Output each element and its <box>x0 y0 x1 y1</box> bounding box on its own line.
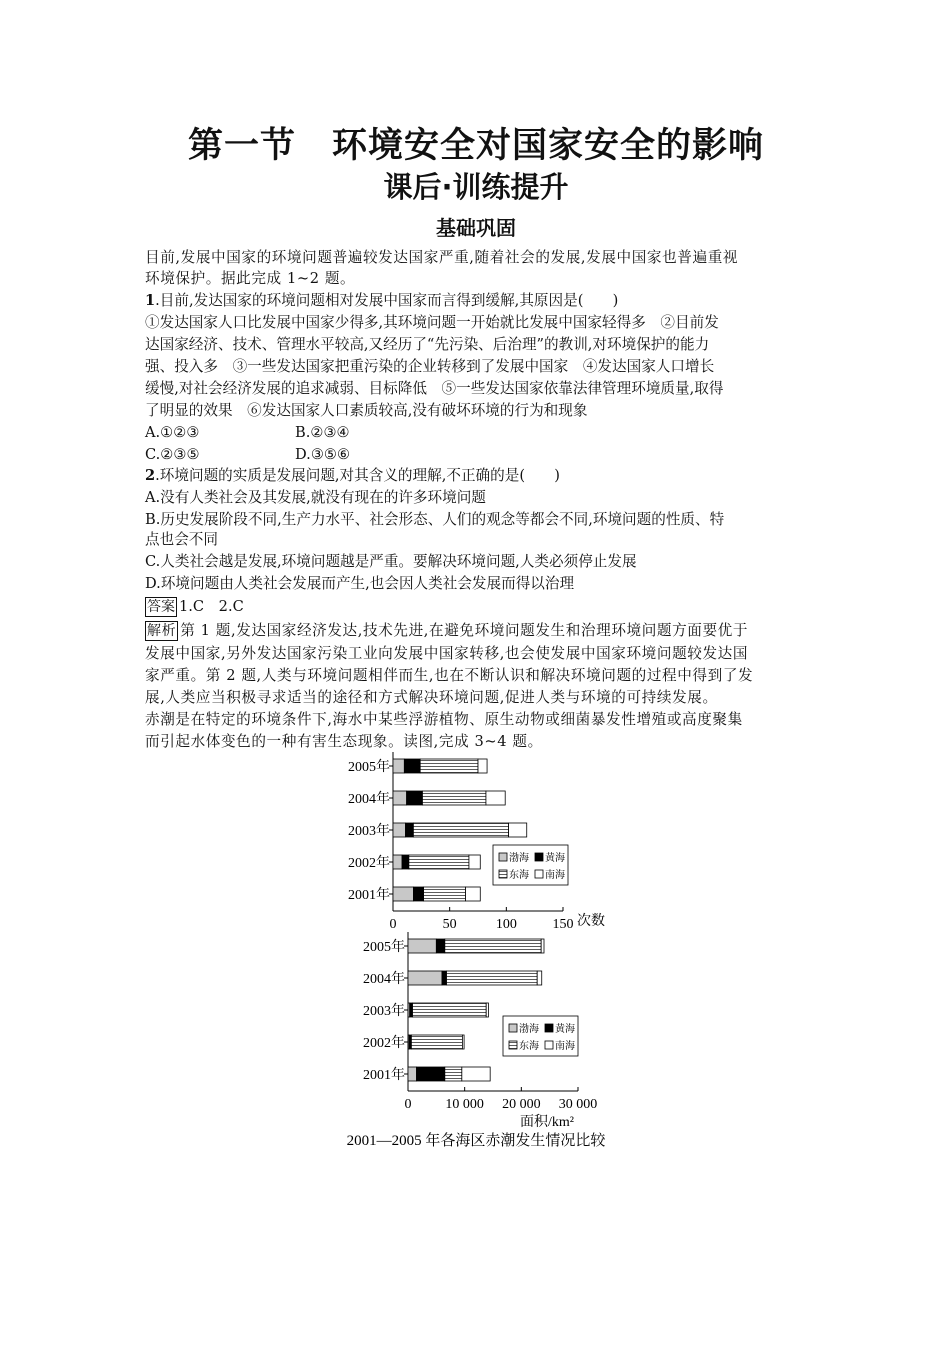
legend-label: 东海 <box>519 1041 539 1052</box>
question-text-line: 缓慢,对社会经济发展的追求减弱、目标降低 ⑤一些发达国家依靠法律管理环境质量,取得 <box>145 380 724 397</box>
page-subtitle: 课后·训练提升 <box>383 170 569 204</box>
x-tick-label: 30 000 <box>558 1097 598 1112</box>
x-tick-label: 50 <box>442 917 457 932</box>
legend-label: 黄海 <box>555 1024 575 1035</box>
bar-segment-东海 <box>409 855 469 869</box>
legend-swatch <box>509 1041 517 1049</box>
analysis-line: 第 1 题,发达国家经济发达,技术先进,在避免环境问题发生和治理环境问题方面要优于 <box>180 622 749 639</box>
bar-segment-南海 <box>541 939 544 953</box>
bar-segment-渤海 <box>393 791 407 805</box>
question-text-line: ①发达国家人口比发展中国家少得多,其环境问题一开始就比发展中国家轻得多 ②目前发 <box>145 314 719 331</box>
y-tick-label: 2003年 <box>363 1004 405 1019</box>
bar-segment-南海 <box>478 759 487 773</box>
option-a: A.没有人类社会及其发展,就没有现在的许多环境问题 <box>145 489 486 506</box>
bar-segment-黄海 <box>404 759 420 773</box>
option-a: A.①②③ <box>145 424 200 441</box>
bar-segment-黄海 <box>442 971 447 985</box>
x-tick-label: 150 <box>552 917 574 932</box>
x-tick-label: 0 <box>389 917 397 932</box>
bar-segment-黄海 <box>407 791 423 805</box>
question-text: .目前,发达国家的环境问题相对发展中国家而言得到缓解,其原因是( ) <box>155 292 619 309</box>
bar-segment-渤海 <box>393 887 413 901</box>
legend-label: 黄海 <box>545 853 565 864</box>
question-text-line: 强、投入多 ③一些发达国家把重污染的企业转移到了发展中国家 ④发达国家人口增长 <box>145 358 715 375</box>
option-b: B.②③④ <box>295 424 350 441</box>
bar-segment-南海 <box>462 1035 464 1049</box>
bar-segment-南海 <box>462 1067 490 1081</box>
legend-label: 东海 <box>509 870 529 881</box>
section-heading: 基础巩固 <box>436 216 516 240</box>
bar-segment-南海 <box>469 855 480 869</box>
figure-caption: 2001—2005 年各海区赤潮发生情况比较 <box>346 1133 606 1149</box>
bar-segment-南海 <box>509 823 527 837</box>
legend-swatch <box>535 870 543 878</box>
analysis-tag: 解析 <box>147 623 177 639</box>
analysis-line: 展,人类应当积极寻求适当的途径和方式解决环境问题,促进人类与环境的可持续发展。 <box>145 689 718 706</box>
bar-segment-渤海 <box>408 971 442 985</box>
bar-segment-黄海 <box>436 939 445 953</box>
question-number: 2 <box>145 467 156 484</box>
page-title: 第一节 环境安全对国家安全的影响 <box>187 126 764 166</box>
option-c: C.人类社会越是发展,环境问题越是严重。要解决环境问题,人类必须停止发展 <box>145 553 637 570</box>
answer-tag: 答案 <box>147 599 175 615</box>
intro-line: 目前,发展中国家的环境问题普遍较发达国家严重,随着社会的发展,发展中国家也普遍重视 <box>145 249 739 266</box>
option-c: C.②③⑤ <box>145 446 200 463</box>
bar-segment-南海 <box>486 1003 488 1017</box>
option-b: B.历史发展阶段不同,生产力水平、社会形态、人们的观念等都会不同,环境问题的性质、特 <box>145 511 725 528</box>
legend-swatch <box>499 853 507 861</box>
intro-line: 而引起水体变色的一种有害生态现象。读图,完成 3~4 题。 <box>145 733 543 750</box>
y-tick-label: 2005年 <box>348 760 390 775</box>
bar-segment-黄海 <box>405 823 413 837</box>
legend-swatch <box>545 1041 553 1049</box>
x-tick-label: 10 000 <box>445 1097 484 1112</box>
y-tick-label: 2005年 <box>363 940 405 955</box>
y-tick-label: 2002年 <box>348 856 390 871</box>
bar-segment-黄海 <box>402 855 409 869</box>
intro-line: 赤潮是在特定的环境条件下,海水中某些浮游植物、原生动物或细菌暴发性增殖或高度聚集 <box>145 711 743 728</box>
bar-segment-渤海 <box>393 823 405 837</box>
legend-swatch <box>535 853 543 861</box>
bar-segment-南海 <box>537 971 542 985</box>
area-chart <box>363 932 597 1130</box>
bar-segment-东海 <box>424 887 466 901</box>
bar-segment-东海 <box>447 971 538 985</box>
bar-segment-渤海 <box>393 855 402 869</box>
y-tick-label: 2001年 <box>348 888 390 903</box>
x-tick-label: 0 <box>404 1097 412 1112</box>
y-tick-label: 2002年 <box>363 1036 405 1051</box>
legend <box>503 1016 578 1056</box>
bar-segment-东海 <box>420 759 478 773</box>
x-tick-label: 20 000 <box>502 1097 541 1112</box>
question-text-line: 了明显的效果 ⑥发达国家人口素质较高,没有破坏环境的行为和现象 <box>145 402 588 419</box>
y-tick-label: 2004年 <box>348 792 390 807</box>
analysis-line: 发展中国家,另外发达国家污染工业向发展中国家转移,也会使发展中国家环境问题较发达国 <box>145 645 749 662</box>
bar-segment-东海 <box>445 939 541 953</box>
option-d: D.③⑤⑥ <box>295 446 351 463</box>
legend <box>493 845 568 885</box>
legend-label: 南海 <box>555 1041 575 1052</box>
question-text-line: 达国家经济、技术、管理水平较高,又经历了“先污染、后治理”的教训,对环境保护的能力 <box>145 336 710 353</box>
question-text: .环境问题的实质是发展问题,对其含义的理解,不正确的是( ) <box>155 467 560 484</box>
bar-segment-东海 <box>411 1035 462 1049</box>
legend-label: 渤海 <box>519 1024 539 1035</box>
bar-segment-渤海 <box>393 759 404 773</box>
x-axis-label: 次数 <box>577 914 605 929</box>
bar-segment-南海 <box>486 791 505 805</box>
legend-swatch <box>545 1024 553 1032</box>
y-tick-label: 2003年 <box>348 824 390 839</box>
analysis-line: 家严重。第 2 题,人类与环境问题相伴而生,也在不断认识和解决环境问题的过程中得到了发 <box>145 667 754 684</box>
legend-swatch <box>509 1024 517 1032</box>
bar-segment-东海 <box>422 791 485 805</box>
bar-segment-东海 <box>445 1067 462 1081</box>
bar-segment-渤海 <box>408 1067 417 1081</box>
frequency-chart <box>348 752 605 932</box>
bar-segment-黄海 <box>413 887 423 901</box>
legend-swatch <box>499 870 507 878</box>
y-tick-label: 2001年 <box>363 1068 405 1083</box>
bar-segment-东海 <box>413 1003 487 1017</box>
bar-segment-黄海 <box>410 1003 413 1017</box>
question-number: 1 <box>145 292 156 309</box>
bar-segment-南海 <box>466 887 481 901</box>
option-b-cont: 点也会不同 <box>145 531 218 548</box>
option-d: D.环境问题由人类社会发展而产生,也会因人类社会发展而得以治理 <box>145 575 575 592</box>
bar-segment-渤海 <box>408 939 436 953</box>
bar-segment-黄海 <box>417 1067 445 1081</box>
bar-segment-东海 <box>413 823 508 837</box>
answer-text: 1.C 2.C <box>179 598 244 615</box>
intro-line: 环境保护。据此完成 1~2 题。 <box>145 270 356 287</box>
legend-label: 南海 <box>545 870 565 881</box>
y-tick-label: 2004年 <box>363 972 405 987</box>
x-axis-label: 面积/km² <box>520 1115 574 1130</box>
x-tick-label: 100 <box>495 917 517 932</box>
legend-label: 渤海 <box>509 853 529 864</box>
